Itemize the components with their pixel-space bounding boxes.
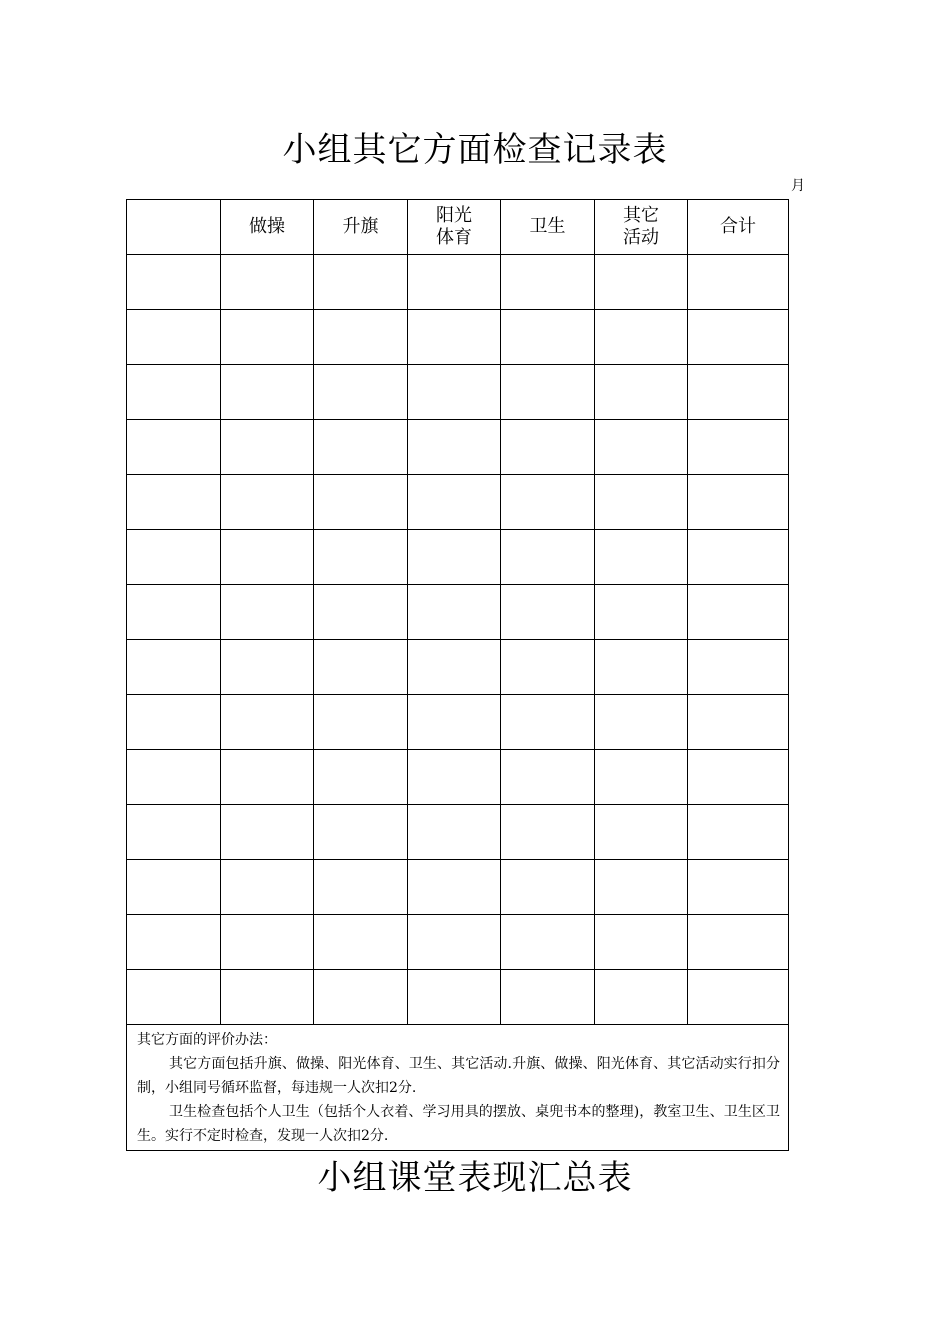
table-cell[interactable] bbox=[127, 805, 221, 860]
table-cell[interactable] bbox=[408, 365, 501, 420]
table-row bbox=[127, 750, 789, 805]
table-cell[interactable] bbox=[221, 640, 314, 695]
table-cell[interactable] bbox=[221, 860, 314, 915]
table-row bbox=[127, 915, 789, 970]
table-cell[interactable] bbox=[595, 365, 688, 420]
table-cell[interactable] bbox=[688, 970, 789, 1025]
table-cell[interactable] bbox=[595, 255, 688, 310]
header-cell-exercise: 做操 bbox=[221, 200, 314, 255]
table-cell[interactable] bbox=[408, 530, 501, 585]
table-cell[interactable] bbox=[595, 695, 688, 750]
header-cell-other-activities: 其它 活动 bbox=[595, 200, 688, 255]
table-cell[interactable] bbox=[688, 420, 789, 475]
table-cell[interactable] bbox=[314, 805, 408, 860]
table-cell[interactable] bbox=[501, 805, 595, 860]
table-cell[interactable] bbox=[408, 915, 501, 970]
table-cell[interactable] bbox=[127, 750, 221, 805]
table-cell[interactable] bbox=[408, 640, 501, 695]
table-cell[interactable] bbox=[314, 255, 408, 310]
table-cell[interactable] bbox=[408, 695, 501, 750]
table-cell[interactable] bbox=[221, 255, 314, 310]
table-cell[interactable] bbox=[314, 585, 408, 640]
table-cell[interactable] bbox=[688, 585, 789, 640]
header-row bbox=[127, 200, 789, 255]
table-row bbox=[127, 365, 789, 420]
table-cell[interactable] bbox=[221, 695, 314, 750]
table-cell[interactable] bbox=[127, 475, 221, 530]
table-cell[interactable] bbox=[595, 310, 688, 365]
table-row bbox=[127, 970, 789, 1025]
table-cell[interactable] bbox=[688, 365, 789, 420]
table-cell[interactable] bbox=[221, 530, 314, 585]
table-cell[interactable] bbox=[127, 640, 221, 695]
month-label: 月 bbox=[791, 178, 805, 194]
table-cell[interactable] bbox=[127, 860, 221, 915]
table-cell[interactable] bbox=[314, 310, 408, 365]
table-cell[interactable] bbox=[221, 310, 314, 365]
table-cell[interactable] bbox=[127, 915, 221, 970]
table-cell[interactable] bbox=[221, 365, 314, 420]
table-cell[interactable] bbox=[501, 530, 595, 585]
table-row bbox=[127, 475, 789, 530]
notes-heading: 其它方面的评价办法： bbox=[137, 1032, 277, 1048]
table-cell[interactable] bbox=[314, 530, 408, 585]
table-cell[interactable] bbox=[221, 585, 314, 640]
table-cell[interactable] bbox=[501, 585, 595, 640]
table-cell[interactable] bbox=[408, 475, 501, 530]
table-cell[interactable] bbox=[688, 750, 789, 805]
header-cell-sunshine-sports: 阳光 体育 bbox=[408, 200, 501, 255]
table-row bbox=[127, 585, 789, 640]
table-cell[interactable] bbox=[501, 915, 595, 970]
table-cell[interactable] bbox=[688, 860, 789, 915]
second-title: 小组课堂表现汇总表 bbox=[317, 1158, 633, 1198]
table-cell[interactable] bbox=[127, 530, 221, 585]
table-cell[interactable] bbox=[688, 310, 789, 365]
table-cell[interactable] bbox=[314, 695, 408, 750]
table-cell[interactable] bbox=[408, 970, 501, 1025]
table-cell[interactable] bbox=[314, 860, 408, 915]
table-cell[interactable] bbox=[501, 255, 595, 310]
notes-paragraph: 其它方面包括升旗、做操、阳光体育、卫生、其它活动.升旗、做操、阳光体育、其它活动实行扣分制，小组同号循环监督，每违规一人次扣2分. bbox=[137, 1056, 780, 1096]
table-cell[interactable] bbox=[221, 970, 314, 1025]
notes-row bbox=[127, 1025, 789, 1151]
record-table bbox=[126, 199, 789, 1151]
table-cell[interactable] bbox=[408, 420, 501, 475]
table-cell[interactable] bbox=[127, 365, 221, 420]
evaluation-notes bbox=[127, 1025, 789, 1151]
table-cell[interactable] bbox=[127, 255, 221, 310]
table-cell[interactable] bbox=[408, 805, 501, 860]
table-cell[interactable] bbox=[221, 915, 314, 970]
table-cell[interactable] bbox=[221, 750, 314, 805]
header-cell-hygiene: 卫生 bbox=[501, 200, 595, 255]
table-cell[interactable] bbox=[501, 640, 595, 695]
table-cell[interactable] bbox=[501, 475, 595, 530]
header-cell-flag-raising: 升旗 bbox=[314, 200, 408, 255]
table-cell[interactable] bbox=[314, 915, 408, 970]
table-cell[interactable] bbox=[501, 695, 595, 750]
table-cell[interactable] bbox=[595, 420, 688, 475]
table-cell[interactable] bbox=[595, 750, 688, 805]
table-cell[interactable] bbox=[595, 530, 688, 585]
table-row bbox=[127, 310, 789, 365]
table-cell[interactable] bbox=[688, 255, 789, 310]
table-cell[interactable] bbox=[127, 420, 221, 475]
table-row bbox=[127, 420, 789, 475]
header-cell-blank bbox=[127, 200, 221, 255]
table-cell[interactable] bbox=[314, 640, 408, 695]
notes-paragraph: 卫生检查包括个人卫生（包括个人衣着、学习用具的摆放、桌兜书本的整理)，教室卫生、卫生区卫生。实行不定时检查，发现一人次扣2分. bbox=[137, 1104, 780, 1144]
table-cell[interactable] bbox=[314, 750, 408, 805]
table-cell[interactable] bbox=[314, 365, 408, 420]
table-cell[interactable] bbox=[314, 420, 408, 475]
table-cell[interactable] bbox=[595, 970, 688, 1025]
table-cell[interactable] bbox=[501, 365, 595, 420]
table-cell[interactable] bbox=[688, 915, 789, 970]
table-row bbox=[127, 640, 789, 695]
table-cell[interactable] bbox=[408, 255, 501, 310]
table-cell[interactable] bbox=[501, 750, 595, 805]
table-cell[interactable] bbox=[314, 475, 408, 530]
table-cell[interactable] bbox=[408, 310, 501, 365]
table-cell[interactable] bbox=[501, 310, 595, 365]
table-cell[interactable] bbox=[408, 750, 501, 805]
table-cell[interactable] bbox=[688, 475, 789, 530]
table-cell[interactable] bbox=[501, 970, 595, 1025]
table-row bbox=[127, 695, 789, 750]
table-cell[interactable] bbox=[688, 640, 789, 695]
table-cell[interactable] bbox=[501, 420, 595, 475]
table-cell[interactable] bbox=[501, 860, 595, 915]
table-cell[interactable] bbox=[127, 585, 221, 640]
table-cell[interactable] bbox=[408, 585, 501, 640]
table-row bbox=[127, 860, 789, 915]
table-cell[interactable] bbox=[595, 585, 688, 640]
table-cell[interactable] bbox=[595, 860, 688, 915]
table-row bbox=[127, 805, 789, 860]
table-cell[interactable] bbox=[127, 310, 221, 365]
table-row bbox=[127, 255, 789, 310]
header-cell-total: 合计 bbox=[688, 200, 789, 255]
table-cell[interactable] bbox=[688, 530, 789, 585]
table-cell[interactable] bbox=[688, 695, 789, 750]
table-cell[interactable] bbox=[688, 805, 789, 860]
table-row bbox=[127, 530, 789, 585]
table-cell[interactable] bbox=[595, 475, 688, 530]
table-cell[interactable] bbox=[221, 420, 314, 475]
table-cell[interactable] bbox=[314, 970, 408, 1025]
page-title: 小组其它方面检查记录表 bbox=[282, 130, 668, 170]
table-cell[interactable] bbox=[595, 915, 688, 970]
table-cell[interactable] bbox=[127, 970, 221, 1025]
table-cell[interactable] bbox=[221, 805, 314, 860]
table-cell[interactable] bbox=[408, 860, 501, 915]
table-cell[interactable] bbox=[595, 805, 688, 860]
table-cell[interactable] bbox=[127, 695, 221, 750]
table-cell[interactable] bbox=[221, 475, 314, 530]
table-cell[interactable] bbox=[595, 640, 688, 695]
